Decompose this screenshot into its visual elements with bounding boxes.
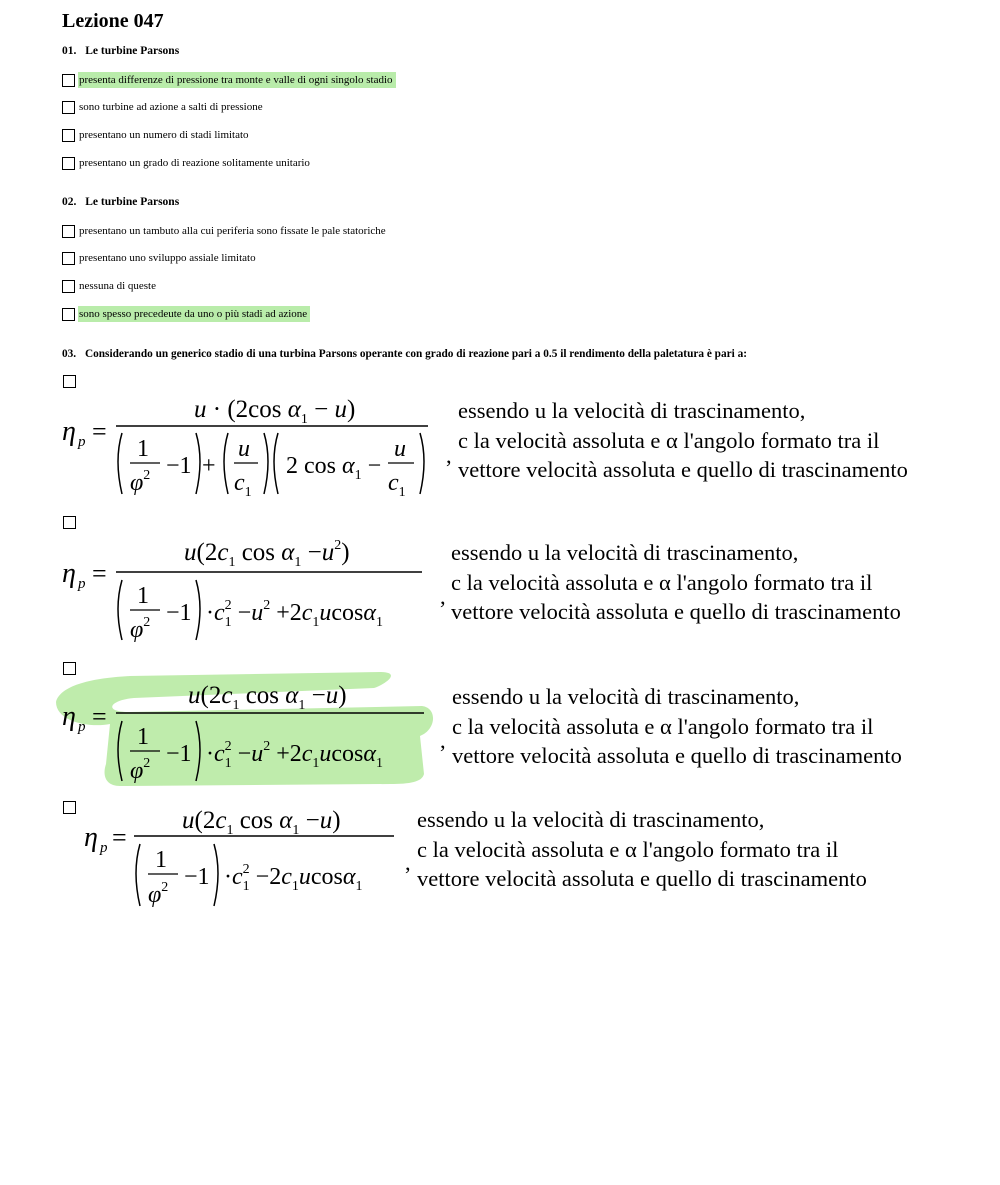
question-2-option-3[interactable] — [62, 278, 159, 294]
svg-text:=: = — [112, 823, 127, 852]
question-2-option-4[interactable] — [62, 306, 310, 322]
answer-checkbox[interactable] — [62, 308, 75, 321]
svg-text:c1: $c_1$ — [388, 470, 406, 500]
description-line: vettore velocità assoluta e quello di trascinamento — [451, 599, 901, 624]
question-2-heading — [62, 196, 179, 208]
svg-text:p: p — [78, 719, 86, 735]
option-label: presentano uno sviluppo assiale limitato — [79, 252, 256, 264]
option-label: presentano un tambuto alla cui periferia sono fissate le pale statoriche — [79, 225, 386, 237]
efficiency-formula-b — [58, 530, 438, 645]
question-3-option-3-formula — [58, 675, 438, 790]
svg-text:η: η — [62, 416, 76, 447]
svg-text:φ2: $\varphi^2$ — [130, 615, 151, 643]
question-1-text: Le turbine Parsons — [85, 45, 180, 57]
svg-text:−1: −1 — [166, 453, 192, 479]
svg-text:=: = — [92, 702, 107, 731]
description-line: c la velocità assoluta e α l'angolo formato tra il — [458, 427, 880, 453]
efficiency-formula-d — [80, 798, 410, 913]
svg-text:u(2c1 cos α1 −u): $u(2c_1$ $\cos \alpha_1 -u$) — [182, 807, 341, 838]
description-line: c la velocità assoluta e α l'angolo formato tra il — [417, 836, 839, 862]
svg-text:1: 1 — [155, 847, 167, 873]
question-3-text: Considerando un generico stadio di una turbina Parsons operante con grado di reazione pari a 0.5 il rendimento della paletatura è pari a: — [84, 348, 747, 360]
description-line: essendo u la velocità di trascinamento, — [417, 807, 765, 832]
question-2-option-2[interactable] — [62, 250, 259, 266]
question-1-heading — [62, 45, 179, 57]
svg-text:·c12 −u2 +2c1ucosα1: $\cdot c_12 -u^2 +2c_1ucos\alpha_1$ — [206, 598, 384, 630]
question-3-option-1-formula — [58, 390, 438, 505]
option-label: presentano un grado di reazione solitamente unitario — [79, 157, 310, 169]
svg-text:=: = — [92, 417, 107, 446]
svg-text:c1: $c_1$ — [234, 470, 252, 500]
option-label: sono spesso precedeute da uno o più stadi ad azione — [78, 306, 310, 322]
svg-text:φ2: $\varphi^2$ — [130, 756, 151, 784]
svg-text:η: η — [62, 701, 76, 732]
question-3-option-1-description — [458, 396, 908, 485]
question-3-option-2-formula — [58, 530, 438, 645]
question-3-heading — [62, 348, 747, 360]
svg-text:·c12 −u2 +2c1ucosα1: $\cdot c_12 -u^2 +2c_1ucos\alpha_1$ — [206, 739, 384, 771]
question-1-option-1[interactable] — [62, 72, 396, 88]
question-3-option-3-description — [452, 682, 902, 771]
lesson-title: Lezione 047 — [62, 10, 164, 32]
svg-text:p: p — [78, 576, 86, 592]
description-line: c la velocità assoluta e α l'angolo formato tra il — [451, 569, 873, 595]
svg-text:·c12 −2c1ucosα1: $\cdot c_12 -2c_1ucos\alpha_1$ — [224, 862, 363, 894]
answer-checkbox[interactable] — [62, 225, 75, 238]
option-label: sono turbine ad azione a salti di pressione — [79, 101, 263, 113]
question-2-option-1[interactable] — [62, 223, 389, 239]
question-3-option-1-checkbox[interactable] — [63, 375, 76, 388]
svg-text:p: p — [100, 840, 108, 856]
efficiency-formula-a — [58, 390, 438, 505]
description-line: vettore velocità assoluta e quello di trascinamento — [452, 743, 902, 768]
svg-text:φ2: $\varphi^2$ — [130, 468, 151, 496]
option-label: presenta differenze di pressione tra monte e valle di ogni singolo stadio — [78, 72, 396, 88]
svg-text:η: η — [84, 822, 98, 853]
svg-text:1: 1 — [137, 583, 149, 609]
question-1-option-4[interactable] — [62, 155, 313, 171]
answer-checkbox[interactable] — [62, 129, 75, 142]
description-line: essendo u la velocità di trascinamento, — [451, 540, 799, 565]
svg-text:2 cos α1 −: 2 $\cos \alpha_1$ − — [286, 453, 382, 483]
efficiency-formula-c — [58, 675, 438, 790]
question-3-option-4-formula — [80, 798, 410, 913]
description-line: c la velocità assoluta e α l'angolo formato tra il — [452, 713, 874, 739]
answer-checkbox[interactable] — [62, 280, 75, 293]
svg-text:1: 1 — [137, 436, 149, 462]
option-label: presentano un numero di stadi limitato — [79, 129, 249, 141]
svg-text:p: p — [78, 434, 86, 450]
answer-checkbox[interactable] — [62, 157, 75, 170]
question-3-option-4-description — [417, 805, 867, 894]
description-line: essendo u la velocità di trascinamento, — [452, 684, 800, 709]
svg-text:u(2c1 cos α1 −u2): $u(2c_1$ $\cos \alpha_1 -u^2$) — [184, 538, 350, 570]
question-3-option-4-checkbox[interactable] — [63, 801, 76, 814]
question-1-number: 01. — [62, 45, 77, 57]
question-3-option-2-checkbox[interactable] — [63, 516, 76, 529]
question-2-number: 02. — [62, 196, 77, 208]
question-2-text: Le turbine Parsons — [85, 196, 180, 208]
question-3-option-3-comma: , — [440, 728, 446, 753]
question-3-option-2-description — [451, 538, 901, 627]
svg-text:u: u — [394, 436, 406, 462]
question-3-option-4-comma: , — [405, 850, 411, 875]
question-3-number: 03. — [62, 348, 77, 360]
svg-text:−1: −1 — [184, 864, 210, 890]
question-3-option-1-comma: , — [446, 443, 452, 468]
svg-text:=: = — [92, 559, 107, 588]
description-line: vettore velocità assoluta e quello di trascinamento — [417, 866, 867, 891]
answer-checkbox[interactable] — [62, 252, 75, 265]
svg-text:φ2: $\varphi^2$ — [148, 880, 169, 908]
svg-text:η: η — [62, 558, 76, 589]
description-line: vettore velocità assoluta e quello di trascinamento — [458, 457, 908, 482]
answer-checkbox[interactable] — [62, 101, 75, 114]
svg-text:+: + — [202, 453, 216, 479]
svg-text:1: 1 — [137, 724, 149, 750]
question-1-option-2[interactable] — [62, 99, 266, 115]
svg-text:−1: −1 — [166, 600, 192, 626]
question-3-option-2-comma: , — [440, 584, 446, 609]
svg-text:−1: −1 — [166, 741, 192, 767]
option-label: nessuna di queste — [79, 280, 156, 292]
answer-checkbox[interactable] — [62, 74, 75, 87]
svg-text:u: u — [238, 436, 250, 462]
question-1-option-3[interactable] — [62, 127, 252, 143]
svg-text:u · (2cos α1 − u): u · (2cos $\alpha_1 - u$) — [194, 396, 356, 427]
description-line: essendo u la velocità di trascinamento, — [458, 398, 806, 423]
svg-text:u(2c1 cos α1 −u): $u(2c_1$ $\cos \alpha_1 -u$) — [188, 682, 347, 713]
